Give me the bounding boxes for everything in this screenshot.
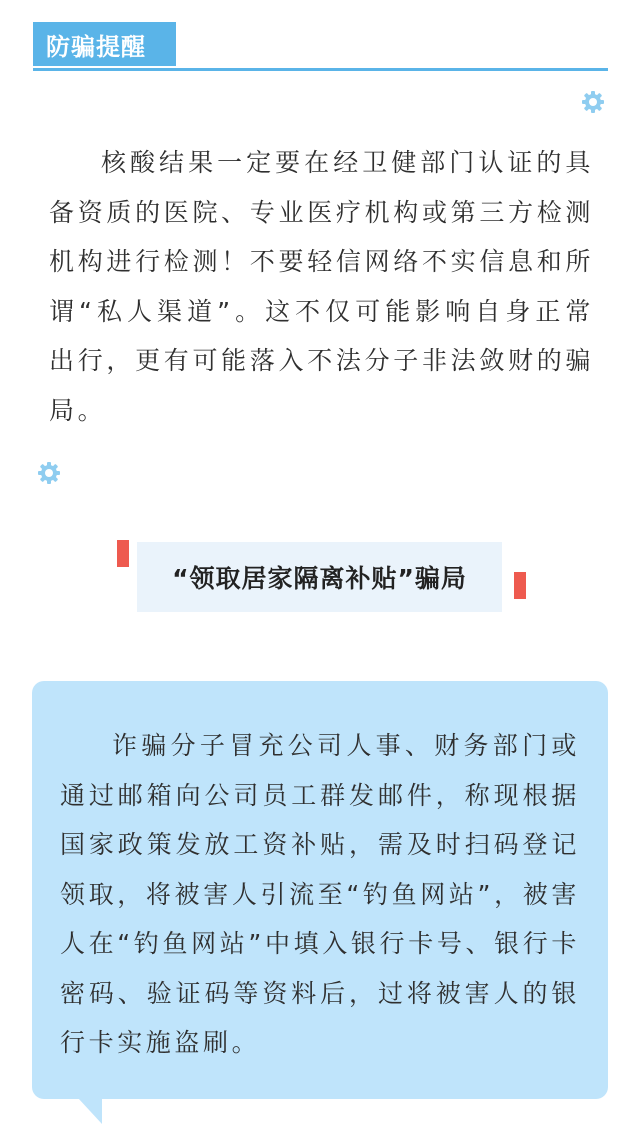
accent-bar-right [514, 572, 526, 599]
gear-icon [581, 90, 605, 114]
section-title-box [137, 542, 502, 612]
intro-paragraph: 核酸结果一定要在经卫健部门认证的具备资质的医院、专业医疗机构或第三方检测机构进行检测！不要轻信网络不实信息和所谓“私人渠道”。这不仅可能影响自身正常出行，更有可能落入不法分子非法敛财的骗局。 [49, 148, 594, 425]
gear-icon [37, 461, 61, 485]
bubble-paragraph: 诈骗分子冒充公司人事、财务部门或通过邮箱向公司员工群发邮件，称现根据国家政策发放工资补贴，需及时扫码登记领取，将被害人引流至“钓鱼网站”，被害人在“钓鱼网站”中填入银行卡号、银行卡密码、验证码等资料后，过将被害人的银行卡实施盗刷。 [60, 731, 580, 1057]
accent-bar-left [117, 540, 129, 567]
speech-bubble-tail [78, 1098, 102, 1124]
section-title: “领取居家隔离补贴”骗局 [172, 564, 467, 593]
section-tag [33, 22, 176, 66]
header-divider [33, 68, 608, 71]
section-tag-label: 防骗提醒 [46, 32, 146, 61]
speech-bubble [32, 681, 608, 1099]
